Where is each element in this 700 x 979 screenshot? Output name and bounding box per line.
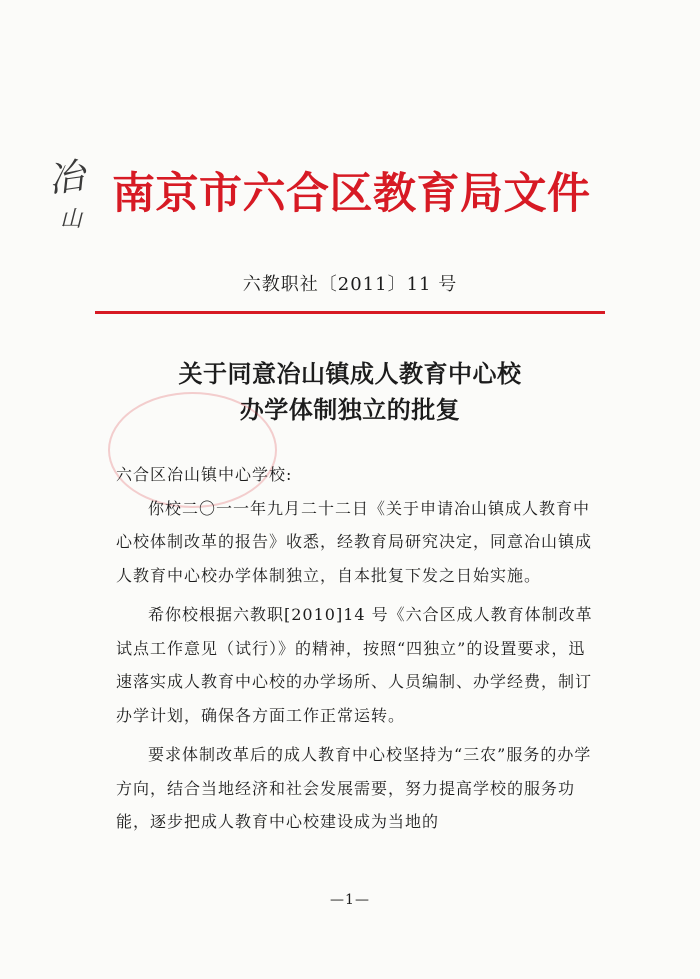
body-paragraph-3: 要求体制改革后的成人教育中心校坚持为“三农”服务的办学方向，结合当地经济和社会发展需要，努力提高学校的服务功能，逐步把成人教育中心校建设成为当地的 (116, 745, 592, 831)
handwritten-char-1: 冶 (45, 155, 88, 202)
document-subject (0, 356, 700, 428)
document-header-title: 南京市六合区教育局文件 (112, 169, 591, 219)
subject-line-2: 办学体制独立的批复 (239, 395, 461, 424)
body-paragraph-1: 你校二〇一一年九月二十二日《关于申请冶山镇成人教育中心校体制改革的报告》收悉，经教育局研究决定，同意冶山镇成人教育中心校办学体制独立，自本批复下发之日始实施。 (116, 498, 593, 585)
body-paragraph-2: 希你校根据六教职[2010]14 号《六合区成人教育体制改革试点工作意见（试行）》的精神，按照“四独立”的设置要求，迅速落实成人教育中心校的办学场所、人员编制、办学经费，制订办学计划，确保各方面工作正常运转。 (116, 605, 593, 725)
document-number: 六教职社〔2011〕11 号 (242, 274, 458, 295)
handwritten-char-2: 山 (60, 207, 83, 232)
header-red-rule (95, 311, 605, 314)
page-number: —1— (330, 892, 370, 908)
document-body (116, 458, 594, 839)
subject-line-1: 关于同意冶山镇成人教育中心校 (178, 359, 522, 388)
salutation: 六合区冶山镇中心学校: (116, 465, 293, 484)
